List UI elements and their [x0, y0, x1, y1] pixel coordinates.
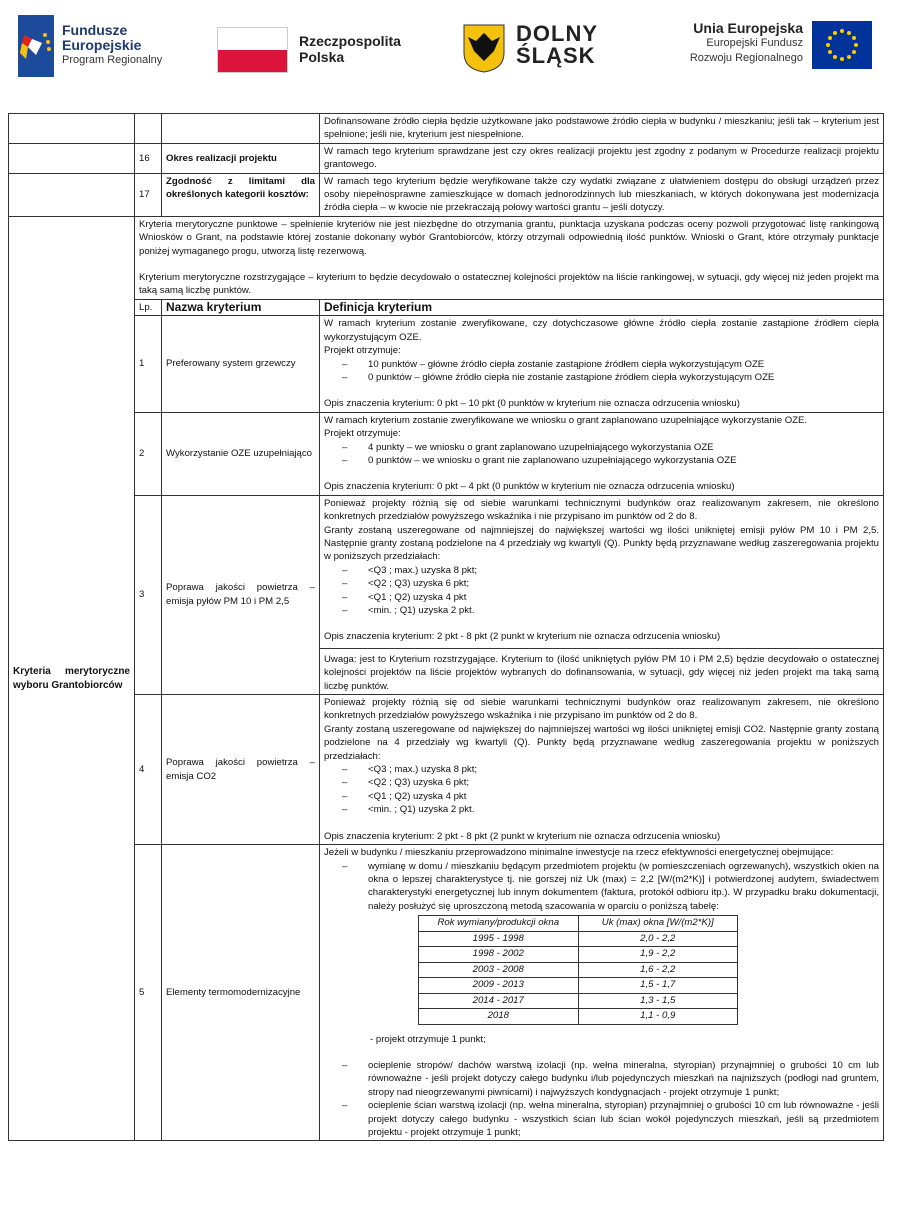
- table-row: [9, 143, 884, 173]
- fe-line2: Europejskie: [62, 37, 142, 53]
- table-row: [9, 114, 884, 144]
- list-item: – <Q3 ; max.) uzyska 8 pkt;: [342, 564, 879, 577]
- table-row: [9, 316, 884, 412]
- fe-line3: Program Regionalny: [62, 54, 163, 66]
- list-item: – ocieplenie stropów/ dachów warstwą izolacji (np. wełna mineralna, styropian) przynajmniej o grubości 10 cm lub równoważne - jeśli projekt dotyczy całego budynku i/lub pojedynczych mieszkań na najniższych (podłogi nad gruntem, stropy nad nieogrzewanymi piwnicami) i najwyższych kondygnacjach - projekt otrzymuje 1 punkt;: [342, 1059, 879, 1099]
- table-row: [9, 845, 884, 1141]
- criterion-3-def: Ponieważ projekty różnią się od siebie warunkami technicznymi budynków oraz realizowanym zakresem, nie określono konkretnych przedziałów powyższego wskaźnika i nie przypisano im punktów od 2 do 8. Granty zostaną uszeregowane od najmniejszej do największej wartości wg ilości unikniętej emisji pyłów PM 10 i PM 2,5. Następnie granty zostaną podzielone na 4 przedziały wg kwartyli (Q). Punkty będą przyznawane według zaszeregowania projektu w poniższych przedziałach: – <Q3 ; max.) uzyska 8 pkt; – <Q2 ; Q3) uzyska 6 pkt; – <Q1 ; Q2) uzyska 4 pkt – <min. ; Q1) uzyska 2 pkt. Opis znaczenia kryterium: 2 pkt - 8 pkt (2 punkt w kryterium nie oznacza odrzucenia wniosku) Uwaga: jest to Kryterium rozstrzygające. Kryterium to (ilość unikniętych pyłów PM 10 i PM 2,5) będzie decydowało o ostatecznej kolejności projektów na liście projektów wybranych do dofinansowania, w sytuacji, gdy więcej niż jeden projekt ma taką samą liczbę punktów.: [320, 495, 884, 694]
- table-row: [9, 173, 884, 216]
- section-title: Kryteria merytoryczne wyboru Grantobiorców: [9, 216, 135, 1141]
- list-item: – 0 punktów – we wniosku o grant nie zaplanowano uzupełniającego wykorzystania OZE: [342, 454, 879, 467]
- list-item: – <Q2 ; Q3) uzyska 6 pkt;: [342, 776, 879, 789]
- table-row: 2009 - 2013 1,5 - 1,7: [419, 978, 738, 994]
- lp-17: 17: [135, 173, 162, 216]
- intro-points: Kryteria merytoryczne punktowe – spełnienie kryteriów nie jest niezbędne do otrzymania grantu, punktacja uzyskana podczas oceny pozwoli przygotować listę rankingową Wniosków o Grant, na podstawie której zostanie dokonany wybór Grantobiorców, którzy otrzymali odpowiednią ilość punktów. Wnioski o Grant, które otrzymały punktacje poniżej wymaganego progu, utworzą listę rezerwową.: [139, 218, 879, 257]
- criterion-2-opis: Opis znaczenia kryterium: 0 pkt – 4 pkt (0 punktów w kryterium nie oznacza odrzucenia wniosku): [324, 481, 735, 493]
- criterion-1-def: W ramach kryterium zostanie zweryfikowane, czy dotychczasowe główne źródło ciepła zostanie zastąpione źródłem ciepła wykorzystującym OZE. Projekt otrzymuje: – 10 punktów – główne źródło ciepła zostanie zastąpione źródłem ciepła wykorzystującym OZE – 0 punktów – główne źródło ciepła nie zostanie zastąpione źródłem ciepła wykorzystującym OZE Opis znaczenia kryterium: 0 pkt – 10 pkt (0 punktów w kryterium nie oznacza odrzucenia wniosku): [320, 316, 884, 412]
- table-row: 2014 - 2017 1,3 - 1,5: [419, 993, 738, 1009]
- list-item: – <Q2 ; Q3) uzyska 6 pkt;: [342, 577, 879, 590]
- table-row: 2018 1,1 - 0,9: [419, 1009, 738, 1025]
- fe-line1: Fundusze: [62, 22, 128, 38]
- criterion-5-points: - projekt otrzymuje 1 punkt;: [370, 1033, 486, 1045]
- ue-line3: Rozwoju Regionalnego: [689, 52, 803, 64]
- criteria-table: [8, 113, 884, 1141]
- lp-2: 2: [135, 412, 162, 495]
- criterion-2-name: Wykorzystanie OZE uzupełniająco: [162, 412, 320, 495]
- table-row: [9, 695, 884, 845]
- lp-1: 1: [135, 316, 162, 412]
- window-u-table: [418, 915, 738, 1025]
- dolny-slask-logo: [462, 15, 622, 77]
- header-name: Nazwa kryterium: [162, 299, 320, 315]
- list-item: – 0 punktów – główne źródło ciepła nie zostanie zastąpione źródłem ciepła wykorzystującym OZE: [342, 371, 879, 384]
- list-item: – <Q3 ; max.) uzyska 8 pkt;: [342, 763, 879, 776]
- table-row: [9, 216, 884, 299]
- criterion-3-name: Poprawa jakości powietrza – emisja pyłów PM 10 i PM 2,5: [162, 495, 320, 694]
- rzeczpospolita-polska-logo: [217, 15, 427, 77]
- lp-5: 5: [135, 845, 162, 1141]
- criterion-1-name: Preferowany system grzewczy: [162, 316, 320, 412]
- intro-tiebreak: Kryterium merytoryczne rozstrzygające – kryterium to będzie decydowało o ostatecznej kolejności projektów na liście rankingowej, w sytuacji, gdy więcej niż jeden projekt ma taką samą liczbę punktów.: [139, 272, 879, 297]
- list-item: – <Q1 ; Q2) uzyska 4 pkt: [342, 790, 879, 803]
- list-item: – <Q1 ; Q2) uzyska 4 pkt: [342, 591, 879, 604]
- polish-flag-icon: [217, 27, 288, 73]
- window-u-th-year: Rok wymiany/produkcji okna: [419, 916, 579, 932]
- table-header-row: [9, 299, 884, 315]
- list-item: – <min. ; Q1) uzyska 2 pkt.: [342, 604, 879, 617]
- lp-4: 4: [135, 695, 162, 845]
- table-row: [9, 412, 884, 495]
- table-row: [9, 495, 884, 694]
- list-item: – <min. ; Q1) uzyska 2 pkt.: [342, 803, 879, 816]
- criterion-4-name: Poprawa jakości powietrza – emisja CO2: [162, 695, 320, 845]
- table-row: 1998 - 2002 1,9 - 2,2: [419, 947, 738, 963]
- lp-3: 3: [135, 495, 162, 694]
- criterion-17-name: Zgodność z limitami dla określonych kategorii kosztów:: [162, 173, 320, 216]
- window-u-header: [419, 916, 738, 932]
- criterion-16-name: Okres realizacji projektu: [162, 143, 320, 173]
- ue-line1: Unia Europejska: [693, 20, 803, 36]
- table-row: 1995 - 1998 2,0 - 2,2: [419, 931, 738, 947]
- section-intro: [135, 216, 884, 299]
- criterion-4-def: Ponieważ projekty różnią się od siebie warunkami technicznymi budynków oraz realizowanym zakresem, nie określono konkretnych przedziałów powyższego wskaźnika i nie przypisano im punktów od 2 do 8. Granty zostaną uszeregowane od największej do najmniejszej wartości wg ilości unikniętej emisji CO2. Następnie granty zostaną podzielone na 4 przedziały wg kwartyli (Q). Punkty będą przyznawane według zaszeregowania projektu w poniższych przedziałach: – <Q3 ; max.) uzyska 8 pkt; – <Q2 ; Q3) uzyska 6 pkt; – <Q1 ; Q2) uzyska 4 pkt – <min. ; Q1) uzyska 2 pkt. Opis znaczenia kryterium: 2 pkt - 8 pkt (2 punkt w kryterium nie oznacza odrzucenia wniosku): [320, 695, 884, 845]
- fundusze-europejskie-logo: [18, 15, 178, 77]
- criterion-3-opis: Opis znaczenia kryterium: 2 pkt - 8 pkt (2 punkt w kryterium nie oznacza odrzucenia wniosku): [324, 631, 721, 643]
- ds-line2: ŚLĄSK: [516, 43, 596, 68]
- table-row: 2003 - 2008 1,6 - 2,2: [419, 962, 738, 978]
- criterion-17-def: W ramach tego kryterium będzie weryfikowane także czy wydatki związane z ułatwieniem dostępu do obsługi urządzeń przez osoby niepełnosprawne zamieszkujące w domach jednorodzinnych lub mieszkaniach, w których dokonywana jest modernizacja źródła ciepła – w kwocie nie przekraczają połowy wartości grantu – jeśli dotyczy.: [320, 173, 884, 216]
- criterion-1-opis: Opis znaczenia kryterium: 0 pkt – 10 pkt (0 punktów w kryterium nie oznacza odrzucenia wniosku): [324, 398, 740, 410]
- criterion-4-opis: Opis znaczenia kryterium: 2 pkt - 8 pkt (2 punkt w kryterium nie oznacza odrzucenia wniosku): [324, 830, 721, 842]
- eagle-coat-of-arms-icon: [462, 23, 506, 73]
- list-item: – ocieplenie ścian warstwą izolacji (np. wełna mineralna, styropian) przynajmniej o grubości 10 cm lub równoważne - jeśli projekt dotyczy całego budynku - wszystkich ścian lub ścian wokół pojedynczych mieszkań, jeśli są przedmiotem projektu - projekt otrzymuje 1 punkt;: [342, 1099, 879, 1139]
- list-item: – wymianę w domu / mieszkaniu będącym przedmiotem projektu (w pomieszczeniach ogrzewanych), wszystkich okien na okna o lepszej charakterystyce tj. nie gorszej niż Uk (max) = 2,2 [W/(m2*K)] i potwierdzonej audytem, świadectwem charakterystyki energetycznej lub innym dokumentem (faktura, protokół odbioru itp.). W przypadku braku dokumentacji, należy posłużyć się uproszczoną metodą szacowania w oparciu o poniższą tabelę: Rok wymiany/produkcji okna Uk (max) okna [W/(m2*K)] 1995 - 1998 2,0 - 2,2 1998 - 2002 1,9 - 2,2 2003 - 2008 1,6 - 2,2 2009 - 2013 1,5 - 1,7 2014 - 2017 1,3 - 1,5 2018 1,1 - 0,9: [342, 860, 879, 1025]
- fe-emblem-icon: [18, 15, 54, 77]
- criterion-5-name: Elementy termomodernizacyjne: [162, 845, 320, 1141]
- criterion-5-def: Jeżeli w budynku / mieszkaniu przeprowadzono minimalne inwestycje na rzecz efektywności energetycznej obejmujące: – wymianę w domu / mieszkaniu będącym przedmiotem projektu (w pomieszczeniach ogrzewanych), wszystkich okien na okna o lepszej charakterystyce tj. nie gorszej niż Uk (max) = 2,2 [W/(m2*K)] i potwierdzonej audytem, świadectwem charakterystyki energetycznej lub innym dokumentem (faktura, protokół odbioru itp.). W przypadku braku dokumentacji, należy posłużyć się uproszczoną metodą szacowania w oparciu o poniższą tabelę: Rok wymiany/produkcji okna Uk (max) okna [W/(m2*K)] 1995 - 1998 2,0 - 2,2 1998 - 2002 1,9 - 2,2 2003 - 2008 1,6 - 2,2 2009 - 2013 1,5 - 1,7 2014 - 2017 1,3 - 1,5 2018 1,1 - 0,9 - projekt otrzymuje 1 punkt; – ocieplenie stropów/ dachów warstwą izolacji (np. wełna mineralna, styropian) przynajmniej o grubości 10 cm lub równoważne - jeśli projekt dotyczy całego budynku i/lub pojedynczych mieszkań na najniższych (podłogi nad gruntem, stropy nad nieogrzewanymi piwnicami) i najwyższych kondygnacjach - projekt otrzymuje 1 punkt; – ocieplenie ścian warstwą izolacji (np. wełna mineralna, styropian) przynajmniej o grubości 10 cm lub równoważne - jeśli projekt dotyczy całego budynku - wszystkich ścian lub ścian wokół pojedynczych mieszkań, jeśli są przedmiotem projektu - projekt otrzymuje 1 punkt;: [320, 845, 884, 1141]
- list-item: – 4 punkty – we wniosku o grant zaplanowano uzupełniającego wykorzystania OZE: [342, 441, 879, 454]
- header-lp: Lp.: [135, 299, 162, 315]
- rp-line1: Rzeczpospolita: [299, 33, 401, 49]
- rp-line2: Polska: [299, 49, 345, 65]
- ds-line1: DOLNY: [516, 21, 598, 46]
- list-item: – 10 punktów – główne źródło ciepła zostanie zastąpione źródłem ciepła wykorzystującym OZE: [342, 358, 879, 371]
- lp-16: 16: [135, 143, 162, 173]
- criterion-2-def: W ramach kryterium zostanie zweryfikowane we wniosku o grant zaplanowano uzupełniające wykorzystanie OZE. Projekt otrzymuje: – 4 punkty – we wniosku o grant zaplanowano uzupełniającego wykorzystania OZE – 0 punktów – we wniosku o grant nie zaplanowano uzupełniającego wykorzystania OZE Opis znaczenia kryterium: 0 pkt – 4 pkt (0 punktów w kryterium nie oznacza odrzucenia wniosku): [320, 412, 884, 495]
- eu-flag-icon: [812, 21, 872, 69]
- criteria-document: [8, 113, 884, 1141]
- logo-bar: [0, 0, 900, 100]
- ue-line2: Europejski Fundusz: [706, 37, 803, 49]
- criterion-16-def: W ramach tego kryterium sprawdzane jest czy okres realizacji projektu jest zgodny z podanym w Procedurze realizacji projektu grantowego.: [320, 143, 884, 173]
- header-def: Definicja kryterium: [320, 299, 884, 315]
- criterion-3-uwaga: Uwaga: jest to Kryterium rozstrzygające. Kryterium to (ilość unikniętych pyłów PM 10 i PM 2,5) będzie decydowało o ostatecznej kolejności projektów na liście projektów wybranych do dofinansowania, w sytuacji, gdy więcej niż jeden projekt ma taką samą liczbę punktów.: [320, 648, 883, 693]
- prev-criterion-def: Dofinansowane źródło ciepła będzie użytkowane jako podstawowe źródło ciepła w budynku / mieszkaniu; jeśli tak – kryterium jest spełnione; jeśli nie, kryterium jest niespełnione.: [320, 114, 884, 144]
- unia-europejska-logo: [655, 15, 875, 77]
- window-u-th-uk: Uk (max) okna [W/(m2*K)]: [578, 916, 738, 932]
